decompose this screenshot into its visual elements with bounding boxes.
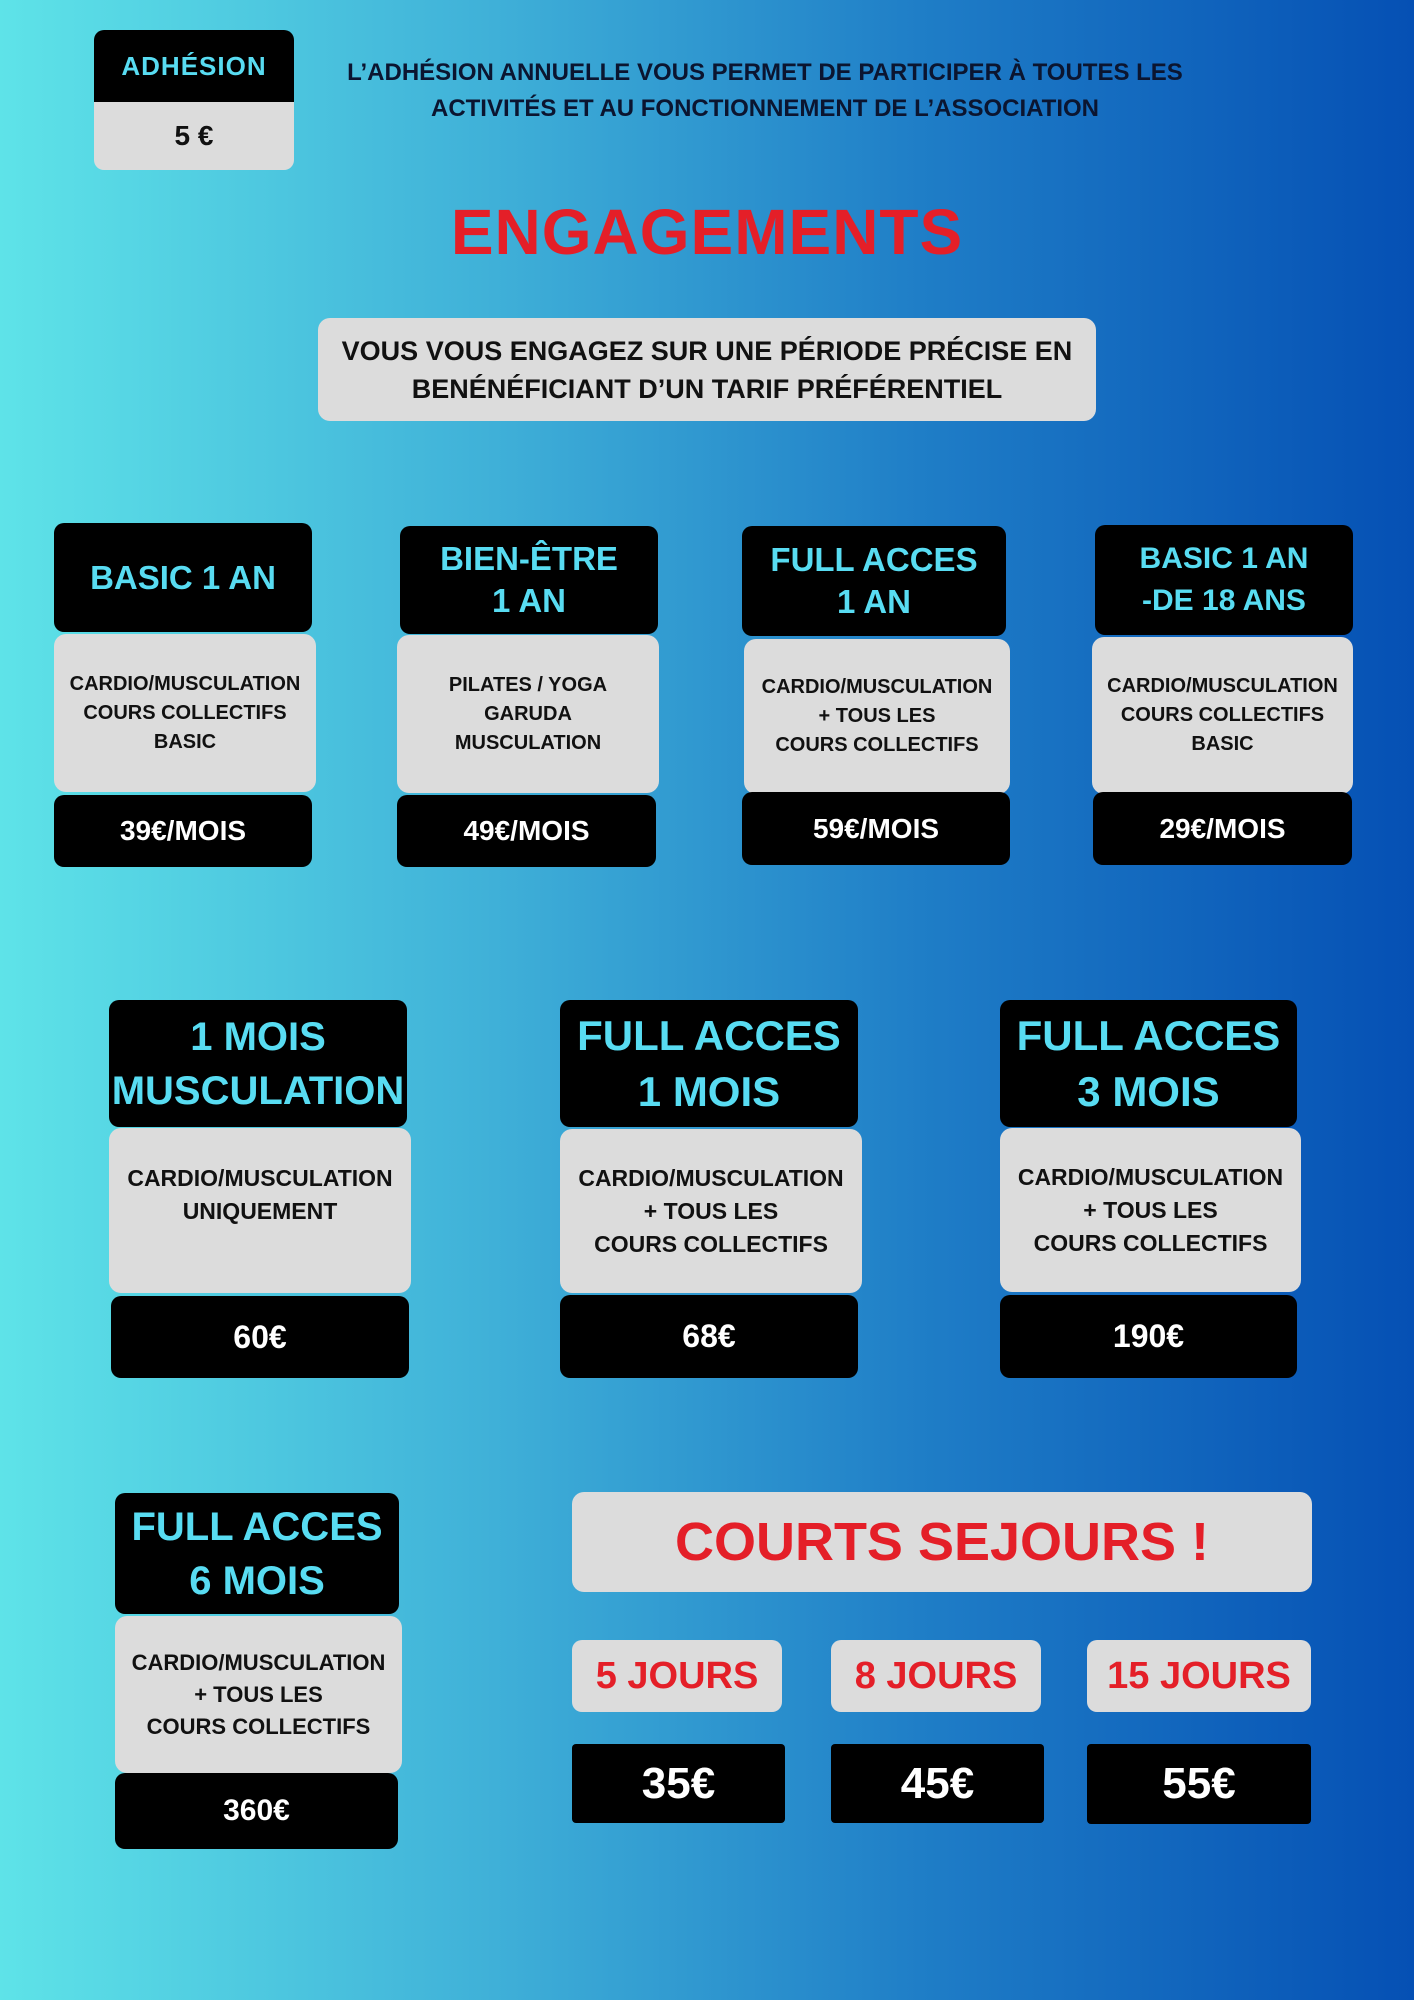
adhesion-description: L’ADHÉSION ANNUELLE VOUS PERMET DE PARTICIPER À TOUTES LES ACTIVITÉS ET AU FONCTIONNEMENT DE L’ASSOCIATION <box>347 59 1183 122</box>
plan-full-acces-1-mois-name: FULL ACCES 1 MOIS <box>560 1000 858 1127</box>
plan-full-acces-1-mois-price: 68€ <box>560 1295 858 1378</box>
plan-full-acces-3-mois-price: 190€ <box>1000 1295 1297 1378</box>
plan-full-acces-3-mois-name: FULL ACCES 3 MOIS <box>1000 1000 1297 1127</box>
plan-full-acces-6-mois-name: FULL ACCES 6 MOIS <box>115 1493 399 1614</box>
stay-8-jours-label: 8 JOURS <box>831 1640 1041 1712</box>
plan-1-mois-musculation-name: 1 MOIS MUSCULATION <box>109 1000 407 1127</box>
plan-1-mois-musculation-details: CARDIO/MUSCULATION UNIQUEMENT <box>109 1128 411 1293</box>
plan-bien-etre-1an-details: PILATES / YOGA GARUDA MUSCULATION <box>397 635 659 793</box>
stay-5-jours-label: 5 JOURS <box>572 1640 782 1712</box>
plan-basic-1an-details: CARDIO/MUSCULATION COURS COLLECTIFS BASIC <box>54 634 316 792</box>
plan-basic-moins-18-name: BASIC 1 AN -DE 18 ANS <box>1095 525 1353 635</box>
plan-full-acces-6-mois-price: 360€ <box>115 1773 398 1849</box>
intro-text: VOUS VOUS ENGAGEZ SUR UNE PÉRIODE PRÉCISE EN BENÉNÉFICIANT D’UN TARIF PRÉFÉRENTIEL <box>318 318 1096 421</box>
plan-bien-etre-1an-price: 49€/MOIS <box>397 795 656 867</box>
plan-full-acces-1an-details: CARDIO/MUSCULATION + TOUS LES COURS COLLECTIFS <box>744 639 1010 794</box>
stay-15-jours-label: 15 JOURS <box>1087 1640 1311 1712</box>
stay-8-jours-price: 45€ <box>831 1744 1044 1823</box>
plan-1-mois-musculation-price: 60€ <box>111 1296 409 1378</box>
adhesion-label: ADHÉSION <box>94 30 294 102</box>
stay-15-jours-price: 55€ <box>1087 1744 1311 1824</box>
plan-basic-1an-price: 39€/MOIS <box>54 795 312 867</box>
courts-sejours-title: COURTS SEJOURS ! <box>572 1492 1312 1592</box>
adhesion-price: 5 € <box>94 102 294 170</box>
plan-full-acces-1an-price: 59€/MOIS <box>742 792 1010 865</box>
plan-basic-moins-18-details: CARDIO/MUSCULATION COURS COLLECTIFS BASIC <box>1092 637 1353 794</box>
plan-full-acces-6-mois-details: CARDIO/MUSCULATION + TOUS LES COURS COLLECTIFS <box>115 1616 402 1773</box>
plan-bien-etre-1an-name: BIEN-ÊTRE 1 AN <box>400 526 658 634</box>
page-title: ENGAGEMENTS <box>450 196 964 268</box>
plan-full-acces-1-mois-details: CARDIO/MUSCULATION + TOUS LES COURS COLLECTIFS <box>560 1129 862 1293</box>
plan-full-acces-3-mois-details: CARDIO/MUSCULATION + TOUS LES COURS COLLECTIFS <box>1000 1128 1301 1292</box>
plan-basic-1an-name: BASIC 1 AN <box>54 523 312 632</box>
plan-basic-moins-18-price: 29€/MOIS <box>1093 792 1352 865</box>
stay-5-jours-price: 35€ <box>572 1744 785 1823</box>
plan-full-acces-1an-name: FULL ACCES 1 AN <box>742 526 1006 636</box>
